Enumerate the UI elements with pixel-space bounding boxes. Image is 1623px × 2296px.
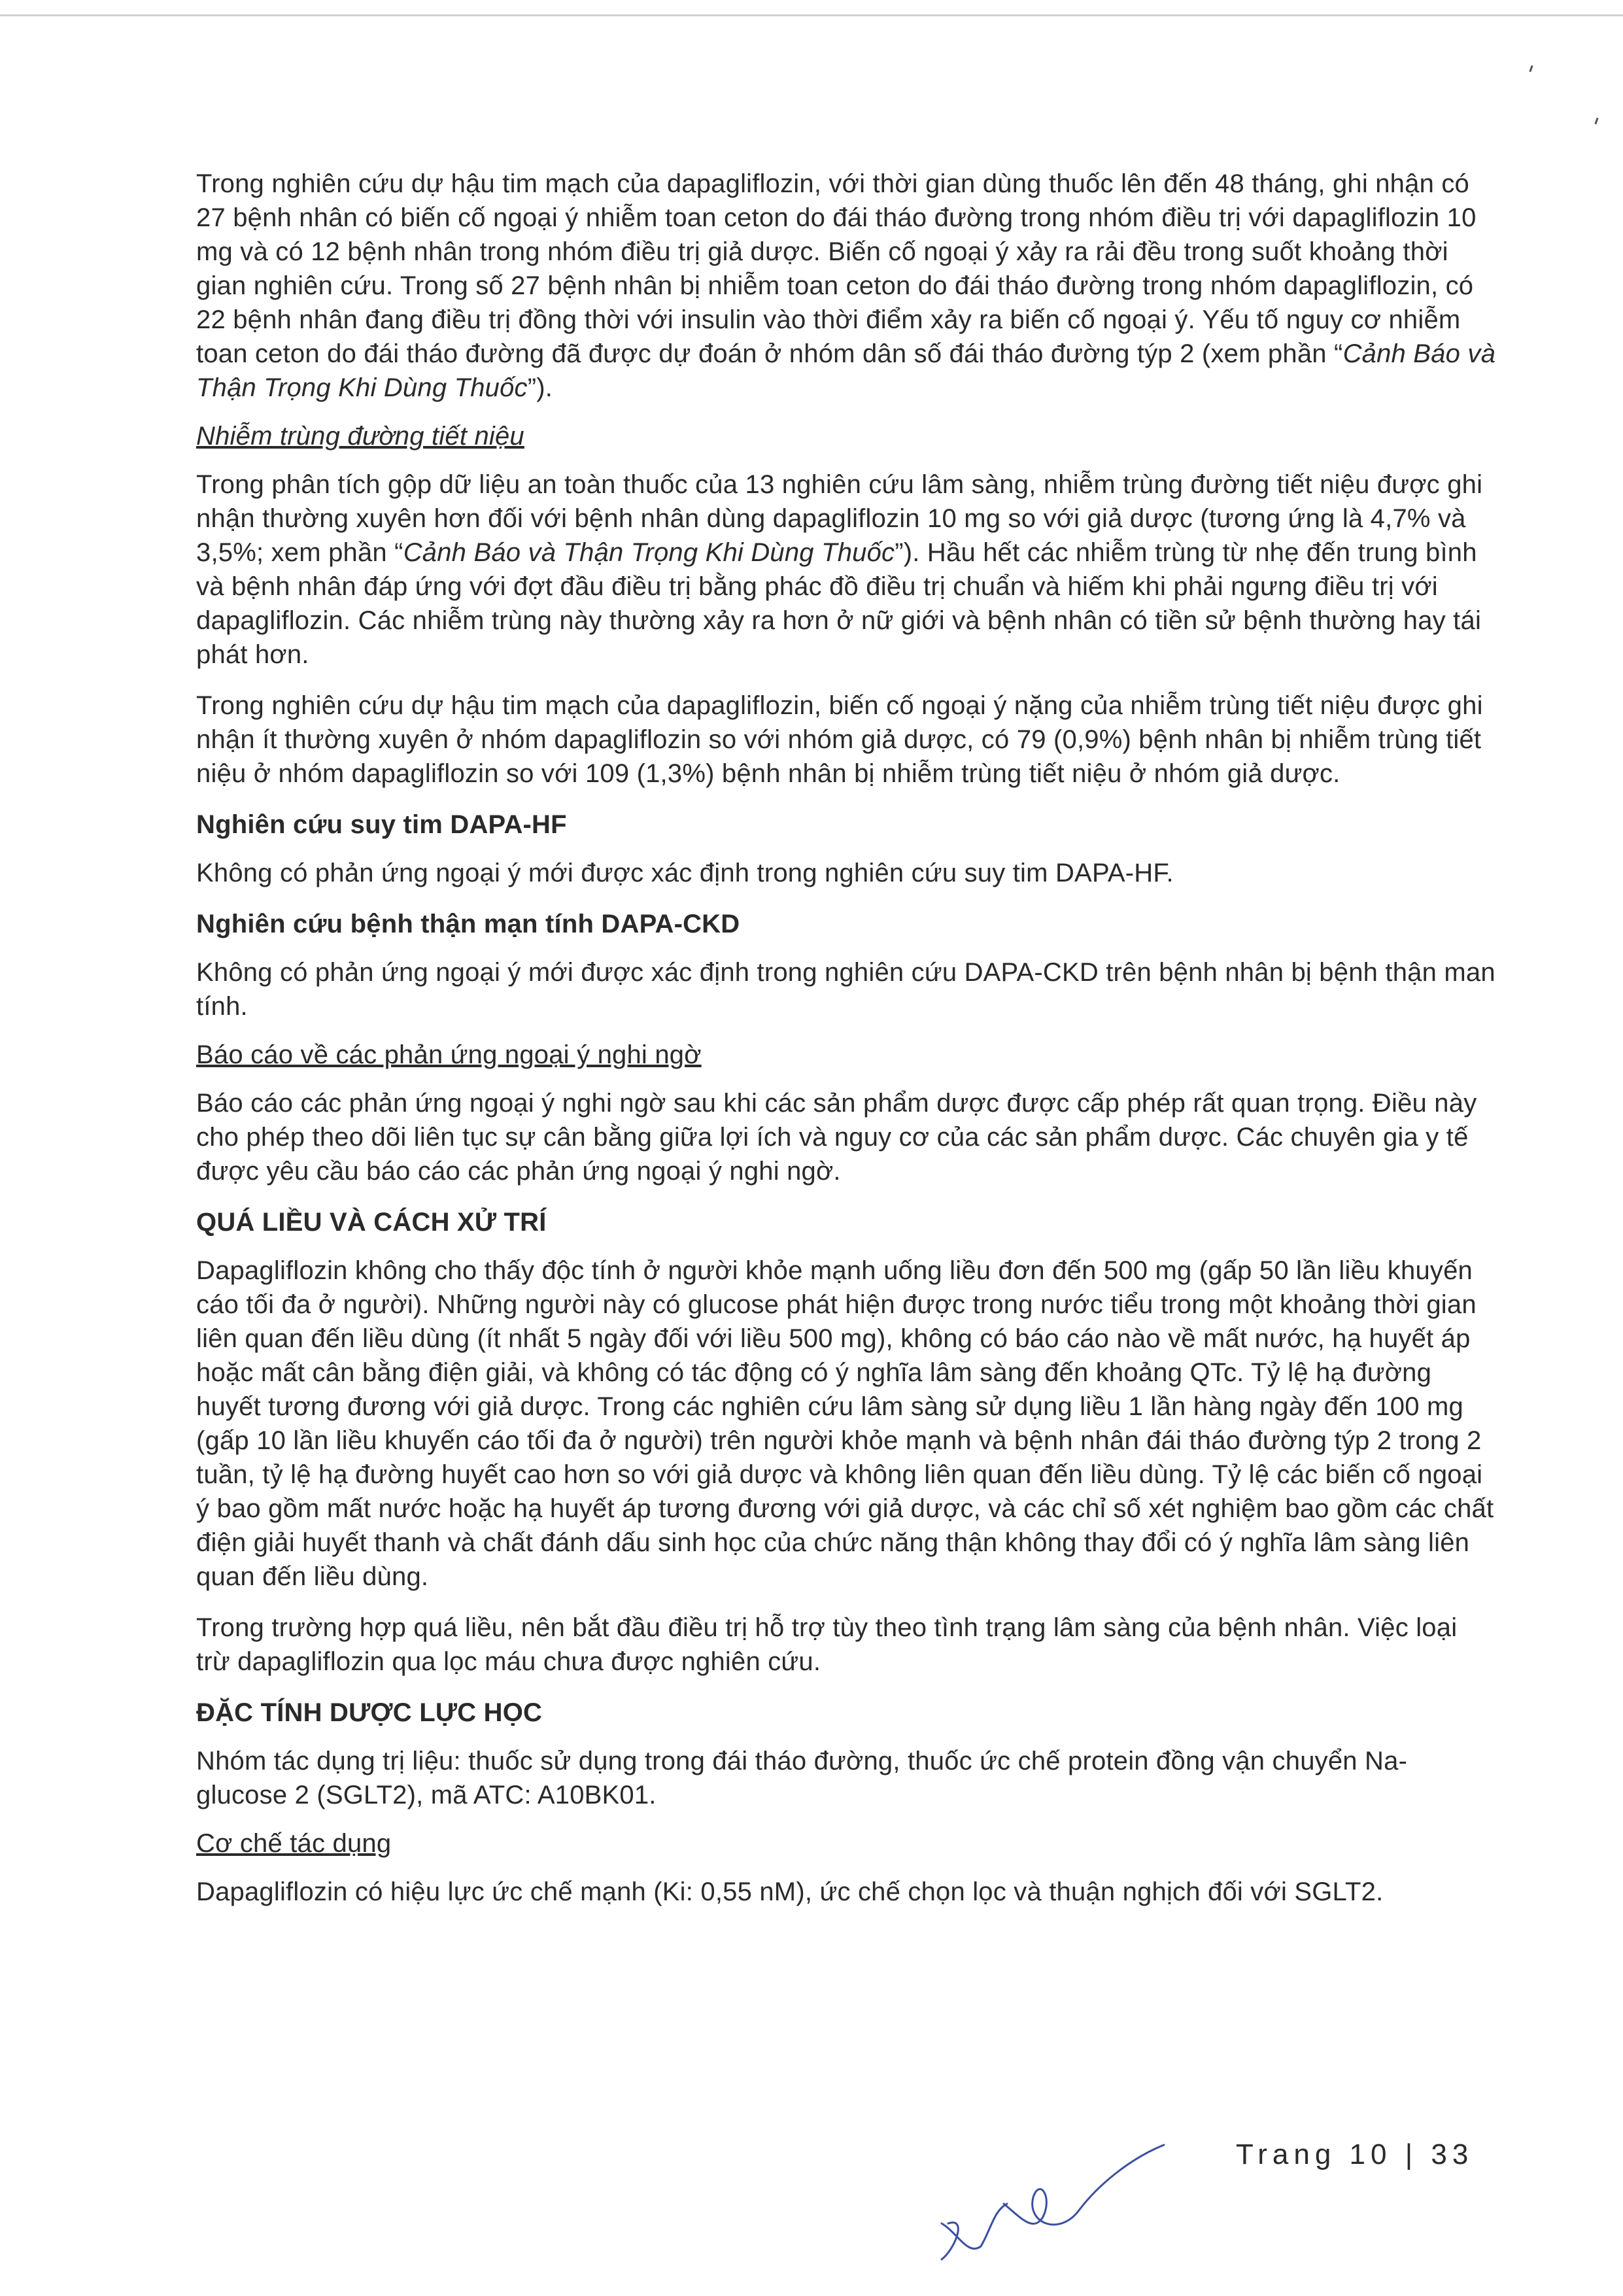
handwritten-signature: [929, 2119, 1190, 2269]
paragraph-text-end: ”). Hầu hết các nhiễm trùng từ nhẹ đến trung bình và bệnh nhân đáp ứng với đợt đầu điều trị bằng phác đồ điều trị chuẩn và hiếm khi phải ngưng điều trị với dapagliflozin. Các nhiễm trùng này thường xảy ra hơn ở nữ giới và bệnh nhân có tiền sử bệnh thường hay tái phát hơn.: [196, 538, 1482, 669]
paragraph-cv-outcome-dka: [196, 167, 1497, 405]
document-page: [196, 167, 1497, 1909]
paragraph-therapeutic-group: Nhóm tác dụng trị liệu: thuốc sử dụng trong đái tháo đường, thuốc ức chế protein đồng vận chuyển Na-glucose 2 (SGLT2), mã ATC: A10BK01.: [196, 1747, 1408, 1809]
section-reference: Cảnh Báo và Thận Trọng Khi Dùng Thuốc: [403, 538, 895, 567]
paragraph-reporting: Báo cáo các phản ứng ngoại ý nghi ngờ sau khi các sản phẩm dược được cấp phép rất quan trọng. Điều này cho phép theo dõi liên tục sự cân bằng giữa lợi ích và nguy cơ của các sản phẩm dược. Các chuyên gia y tế được yêu cầu báo cáo các phản ứng ngoại ý nghi ngờ.: [196, 1089, 1477, 1186]
subheading-suspected-adverse-reactions: Báo cáo về các phản ứng ngoại ý nghi ngờ: [196, 1040, 702, 1069]
heading-pharmacodynamics: ĐẶC TÍNH DƯỢC LỰC HỌC: [196, 1698, 543, 1727]
paragraph-mechanism: Dapagliflozin có hiệu lực ức chế mạnh (Ki: 0,55 nM), ức chế chọn lọc và thuận nghịch đối với SGLT2.: [196, 1877, 1384, 1906]
heading-dapa-ckd: Nghiên cứu bệnh thận mạn tính DAPA-CKD: [196, 910, 740, 938]
paragraph-dapa-ckd: Không có phản ứng ngoại ý mới được xác định trong nghiên cứu DAPA-CKD trên bệnh nhân bị bệnh thận man tính.: [196, 958, 1495, 1021]
paragraph-overdose: Dapagliflozin không cho thấy độc tính ở người khỏe mạnh uống liều đơn đến 500 mg (gấp 50 lần liều khuyến cáo tối đa ở người). Những người này có glucose phát hiện được trong nước tiểu trong một khoảng thời gian liên quan đến liều dùng (ít nhất 5 ngày đối với liều 500 mg), không có báo cáo nào về mất nước, hạ huyết áp hoặc mất cân bằng điện giải, và không có tác động có ý nghĩa lâm sàng đến khoảng QTc. Tỷ lệ hạ đường huyết tương đương với giả dược. Trong các nghiên cứu lâm sàng sử dụng liều 1 lần hàng ngày đến 100 mg (gấp 10 lần liều khuyến cáo tối đa ở người) trên người khỏe mạnh và bệnh nhân đái tháo đường týp 2 trong 2 tuần, tỷ lệ hạ đường huyết cao hơn so với giả dược và không liên quan đến liều dùng. Tỷ lệ các biến cố ngoại ý bao gồm mất nước hoặc hạ huyết áp tương đương với giả dược, và các chỉ số xét nghiệm bao gồm các chất điện giải huyết thanh và chất đánh dấu sinh học của chức năng thận không thay đổi có ý nghĩa lâm sàng liên quan đến liều dùng.: [196, 1256, 1494, 1591]
paragraph-dapa-hf: Không có phản ứng ngoại ý mới được xác định trong nghiên cứu suy tim DAPA-HF.: [196, 859, 1174, 887]
section-reference: Cảnh Báo và Thận Trọng Khi Dùng Thuốc: [196, 339, 1496, 402]
subheading-uti: Nhiễm trùng đường tiết niệu: [196, 422, 524, 451]
page-number: Trang 10 | 33: [1236, 2138, 1474, 2170]
paragraph-text: Trong nghiên cứu dự hậu tim mạch của dapagliflozin, với thời gian dùng thuốc lên đến 48 tháng, ghi nhận có 27 bệnh nhân có biến cố ngoại ý nhiễm toan ceton do đái tháo đường trong nhóm điều trị với dapagliflozin 10 mg và có 12 bệnh nhân trong nhóm điều trị giả dược. Biến cố ngoại ý xảy ra rải đều trong suốt khoảng thời gian nghiên cứu. Trong số 27 bệnh nhân bị nhiễm toan ceton do đái tháo đường trong nhóm dapagliflozin, có 22 bệnh nhân đang điều trị đồng thời với insulin vào thời điểm xảy ra biến cố ngoại ý. Yếu tố nguy cơ nhiễm toan ceton do đái tháo đường đã được dự đoán ở nhóm dân số đái tháo đường týp 2 (xem phần “: [196, 169, 1477, 368]
scan-speck: [1529, 65, 1533, 72]
paragraph-uti-pooled: [196, 468, 1497, 672]
subheading-mechanism: Cơ chế tác dụng: [196, 1829, 392, 1858]
paragraph-overdose-treatment: Trong trường hợp quá liều, nên bắt đầu điều trị hỗ trợ tùy theo tình trạng lâm sàng của bệnh nhân. Việc loại trừ dapagliflozin qua lọc máu chưa được nghiên cứu.: [196, 1613, 1458, 1676]
page-top-rule: [0, 14, 1623, 16]
paragraph-text-end: ”).: [527, 373, 553, 402]
paragraph-uti-cv-outcome: Trong nghiên cứu dự hậu tim mạch của dapagliflozin, biến cố ngoại ý nặng của nhiễm trùng tiết niệu được ghi nhận ít thường xuyên ở nhóm dapagliflozin so với nhóm giả dược, có 79 (0,9%) bệnh nhân bị nhiễm trùng tiết niệu ở nhóm dapagliflozin so với 109 (1,3%) bệnh nhân bị nhiễm trùng tiết niệu ở nhóm giả dược.: [196, 691, 1483, 788]
heading-overdose: QUÁ LIỀU VÀ CÁCH XỬ TRÍ: [196, 1208, 547, 1237]
paragraph-text: Trong phân tích gộp dữ liệu an toàn thuốc của 13 nghiên cứu lâm sàng, nhiễm trùng đường tiết niệu được ghi nhận thường xuyên hơn đối với bệnh nhân dùng dapagliflozin 10 mg so với giả dược (tương ứng là 4,7% và 3,5%; xem phần “: [196, 470, 1483, 567]
heading-dapa-hf: Nghiên cứu suy tim DAPA-HF: [196, 810, 567, 839]
scan-speck: [1594, 118, 1598, 124]
